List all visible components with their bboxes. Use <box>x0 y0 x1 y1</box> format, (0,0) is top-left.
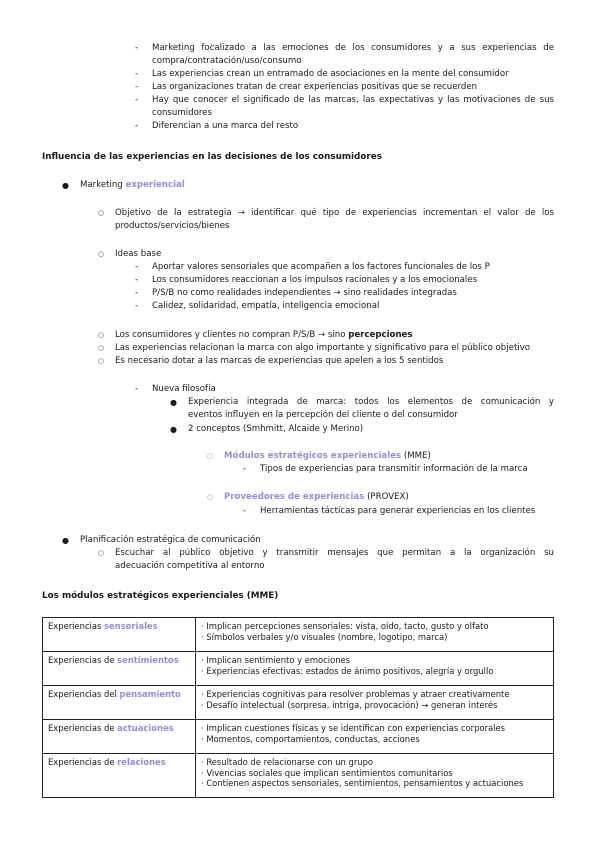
table-cell-type <box>43 652 196 686</box>
objetivo-line-1: Objetivo de la estrategia → identificar qué tipo de experiencias incrementan el valor de los <box>115 208 554 218</box>
consumidores-text: Los consumidores y clientes no compran P/S/B → sino <box>115 330 349 340</box>
nueva-filosofia: Nueva filosofía <box>152 384 216 394</box>
marketing-label: Marketing <box>80 180 126 190</box>
dos-conceptos: 2 conceptos (Smhmitt, Alcaide y Merino) <box>188 424 364 434</box>
experiencia-integrada-2: eventos influyen en la percepción del cliente o del consumidor <box>188 410 458 420</box>
marketing-highlight: experiencial <box>125 180 185 190</box>
intro-bullet-4: Hay que conocer el significado de las marcas, las expectativas y las motivaciones de sus <box>152 95 554 105</box>
idea-item-2: Los consumidores reaccionan a los impulsos racionales y a los emocionales <box>152 275 478 285</box>
mme-table <box>42 617 554 798</box>
circle-bullet: ○ <box>98 250 105 258</box>
intro-bullet-1: Marketing focalizado a las emociones de los consumidores y a sus experiencias de <box>152 43 554 53</box>
marketing-experiencial-item <box>80 180 185 191</box>
table-cell-desc <box>196 720 554 754</box>
mme-item <box>224 451 431 462</box>
idea-item-4: Calidez, solidaridad, empatía, inteligencia emocional <box>152 301 380 311</box>
type-highlight: pensamiento <box>119 689 181 699</box>
table-row <box>43 754 554 798</box>
experiencia-integrada-1: Experiencia integrada de marca: todos los elementos de comunicación y <box>188 397 554 407</box>
bullet-dot: ● <box>170 425 177 434</box>
section-heading-mme: Los módulos estratégicos experienciales (MME) <box>42 591 279 601</box>
provex-item <box>224 492 409 503</box>
table-cell-desc <box>196 754 554 798</box>
table-cell-type <box>43 720 196 754</box>
desc-item: · Implican cuestiones físicas y se identifican con experiencias corporales <box>201 723 505 733</box>
intro-bullet-1-cont: compra/contratación/uso/consumo <box>152 56 302 66</box>
bullet-dot: ● <box>62 536 69 545</box>
intro-bullet-5: Diferencian a una marca del resto <box>152 121 299 131</box>
type-prefix: Experiencias <box>48 621 105 631</box>
desc-item: · Vivencias sociales que implican sentimientos comunitarios <box>201 767 453 778</box>
circle-bullet: ○ <box>98 344 105 352</box>
table-cell-type <box>43 686 196 720</box>
dash-bullet: - <box>135 121 139 131</box>
dash-bullet: - <box>135 262 139 272</box>
escuchar-line-2: adecuación competitiva al entorno <box>115 561 265 571</box>
type-highlight: relaciones <box>117 757 166 767</box>
type-prefix: Experiencias de <box>48 757 118 767</box>
dash-bullet: - <box>243 464 247 474</box>
dash-bullet: - <box>135 95 139 105</box>
circle-bullet: ○ <box>98 209 105 217</box>
mme-suffix: (MME) <box>401 451 431 461</box>
dash-bullet: - <box>135 43 139 53</box>
table-row <box>43 686 554 720</box>
percepciones-bold: percepciones <box>348 330 413 340</box>
circle-bullet: ○ <box>98 357 105 365</box>
circle-bullet: ○ <box>207 452 214 460</box>
table-row <box>43 652 554 686</box>
provex-suffix: (PROVEX) <box>364 492 409 502</box>
provex-highlight: Proveedores de experiencias <box>224 492 365 502</box>
planificacion-item: Planificación estratégica de comunicación <box>80 535 261 545</box>
escuchar-line-1: Escuchar al público objetivo y transmitir mensajes que permitan a la organización su <box>115 548 554 558</box>
desc-item: · Símbolos verbales y/o visuales (nombre, logotipo, marca) <box>201 631 448 642</box>
desc-item: · Desafío intelectual (sorpresa, intriga, provocación) → generan interés <box>201 699 498 710</box>
circle-bullet: ○ <box>98 331 105 339</box>
desc-item: · Experiencias cognitivas para resolver problemas y atraer creativamente <box>201 689 510 699</box>
table-cell-desc <box>196 652 554 686</box>
intro-bullet-3: Las organizaciones tratan de crear experiencias positivas que se recuerden <box>152 82 478 92</box>
desc-item: · Contienen aspectos sensoriales, sentimientos, pensamientos y actuaciones <box>201 778 524 788</box>
mme-sub: Tipos de experiencias para transmitir información de la marca <box>260 464 528 474</box>
necesario-item: Es necesario dotar a las marcas de experiencias que apelen a los 5 sentidos <box>115 356 444 366</box>
intro-bullet-2: Las experiencias crean un entramado de asociaciones en la mente del consumidor <box>152 69 509 79</box>
type-highlight: sensoriales <box>104 621 158 631</box>
idea-item-3: P/S/B no como realidades independientes → sino realidades integradas <box>152 288 457 298</box>
relacionan-item: Las experiencias relacionan la marca con algo importante y significativo para el público objetivo <box>115 343 531 353</box>
type-highlight: sentimientos <box>117 655 179 665</box>
table-row <box>43 720 554 754</box>
dash-bullet: - <box>135 82 139 92</box>
desc-item: · Resultado de relacionarse con un grupo <box>201 757 374 767</box>
dash-bullet: - <box>135 275 139 285</box>
type-prefix: Experiencias de <box>48 723 118 733</box>
consumidores-item <box>115 330 413 341</box>
desc-item: · Implican sentimiento y emociones <box>201 655 351 665</box>
type-prefix: Experiencias de <box>48 655 118 665</box>
dash-bullet: - <box>135 288 139 298</box>
idea-item-1: Aportar valores sensoriales que acompañen a los factores funcionales de los P <box>152 262 490 272</box>
type-highlight: actuaciones <box>117 723 174 733</box>
dash-bullet: - <box>135 301 139 311</box>
dash-bullet: - <box>135 69 139 79</box>
intro-bullet-4-cont: consumidores <box>152 108 212 118</box>
objetivo-line-2: productos/servicios/bienes <box>115 221 230 231</box>
desc-item: · Experiencias efectivas: estados de ánimo positivos, alegría y orgullo <box>201 665 494 676</box>
section-heading-influencia: Influencia de las experiencias en las decisiones de los consumidores <box>42 152 382 162</box>
ideas-base-label: Ideas base <box>115 249 162 259</box>
desc-item: · Implican percepciones sensoriales: vista, oído, tacto, gusto y olfato <box>201 621 489 631</box>
bullet-dot: ● <box>62 181 69 190</box>
table-cell-desc <box>196 686 554 720</box>
type-prefix: Experiencias del <box>48 689 120 699</box>
desc-item: · Momentos, comportamientos, conductas, acciones <box>201 733 420 744</box>
circle-bullet: ○ <box>98 549 105 557</box>
circle-bullet: ○ <box>207 493 214 501</box>
mme-highlight: Módulos estratégicos experienciales <box>224 451 402 461</box>
provex-sub: Herramientas tácticas para generar experiencias en los clientes <box>260 506 536 516</box>
bullet-dot: ● <box>170 398 177 407</box>
table-cell-desc <box>196 618 554 652</box>
table-cell-type <box>43 618 196 652</box>
table-row <box>43 618 554 652</box>
dash-bullet: - <box>135 384 139 394</box>
dash-bullet: - <box>243 506 247 516</box>
table-cell-type <box>43 754 196 798</box>
